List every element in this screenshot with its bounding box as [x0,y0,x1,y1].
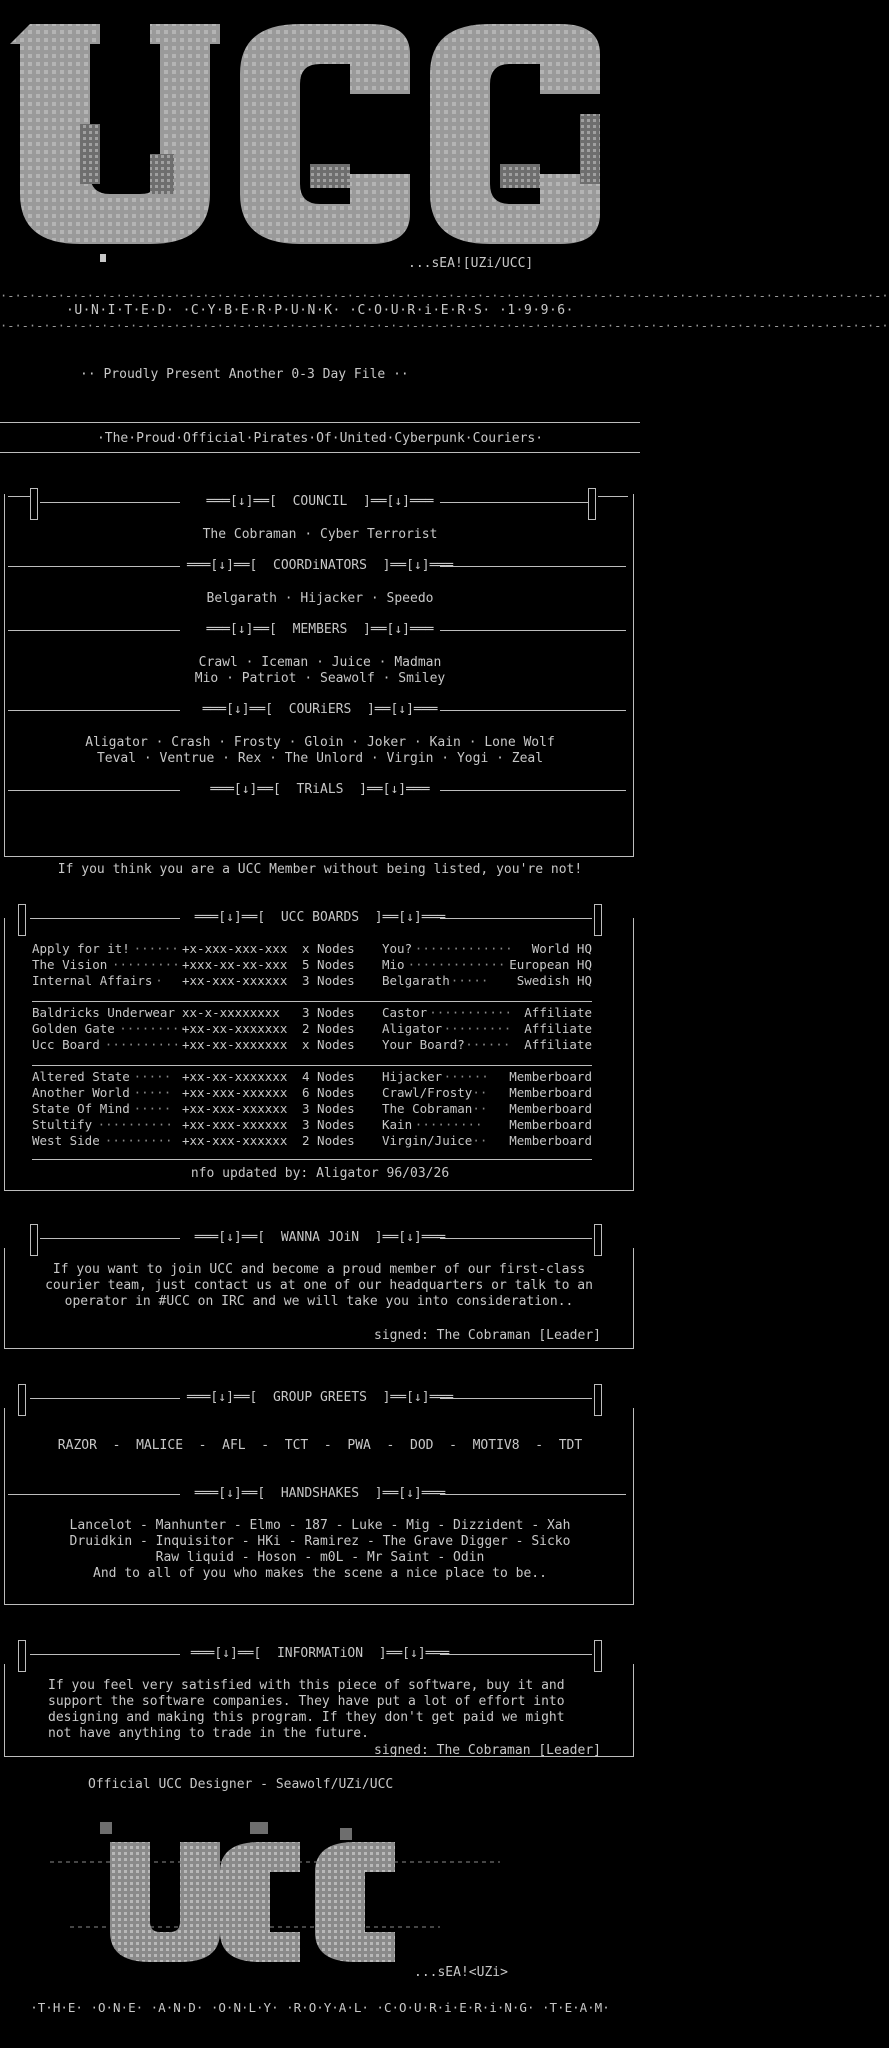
board-sysop: Mio [382,957,405,972]
board-nodes: 3 Nodes [302,1117,355,1132]
board-nodes: x Nodes [302,941,355,956]
board-phone: +x-xxx-xxx-xxx [182,941,288,956]
board-sysop: The Cobraman [382,1101,473,1116]
dotted-rule: ·-·-·-·-·-·-·-·-·-·-·-·-·-·-·-·-·-·-·-·-·-·-·-·-·-·-·-·-·-·-·-·-·-·-·-·-·-·-·-·-·-·-·-·-·-·-·-·-·-·-·-·-·-·-·-·-·-·-·-·-·-· [0,289,889,303]
board-fill: ····· [133,1069,172,1084]
trials-header: ═══[↓]══[ TRiALS ]══[↓]═══ [0,782,640,798]
board-type: European HQ [509,957,592,972]
board-sysop: Aligator [382,1021,443,1036]
board-phone: xx-x-xxxxxxxx [182,1005,280,1020]
board-fill: ········· [104,1133,173,1148]
board-nodes: 5 Nodes [302,957,355,972]
handshakes-3: Raw liquid - Hoson - m0L - Mr Saint - Odin [155,1550,485,1565]
greets-header: ═══[↓]══[ GROUP GREETS ]══[↓]═══ [0,1390,640,1406]
board-separator [32,1159,592,1160]
designer-credit: Official UCC Designer - Seawolf/UZi/UCC [88,1777,394,1792]
board-sysop: Crawl/Frosty [382,1085,473,1100]
handshakes-1: Lancelot - Manhunter - Elmo - 187 - Luke - Mig - Dizzident - Xah [69,1518,571,1533]
board-name: Golden Gate [32,1021,115,1036]
present-line: ·· Proudly Present Another 0-3 Day File ·· [80,367,409,382]
rule-line [0,422,640,423]
group-banner: ·U·N·I·T·E·D· ·C·Y·B·E·R·P·U·N·K· ·C·O·U·R·i·E·R·S· ·1·9·9·6· [66,303,574,318]
board-phone: +xx-xx-xxxxxxx [182,1021,288,1036]
board-separator [32,1065,592,1066]
join-signature: signed: The Cobraman [Leader] [374,1328,601,1343]
board-name: Stultify [32,1117,93,1132]
council-names: The Cobraman · Cyber Terrorist [202,527,438,542]
board-sysop: Belgarath [382,973,450,988]
board-fill: ······ [133,941,179,956]
board-fill: ········· [112,957,180,972]
dotted-rule: ·-·-·-·-·-·-·-·-·-·-·-·-·-·-·-·-·-·-·-·-·-·-·-·-·-·-·-·-·-·-·-·-·-·-·-·-·-·-·-·-·-·-·-·-·-·-·-·-·-·-·-·-·-·-·-·-·-·-·-·-·-· [0,319,889,333]
council-header: ═══[↓]══[ COUNCIL ]══[↓]═══ [0,494,640,510]
board-dots: ············· [407,957,506,972]
coordinator-names: Belgarath · Hijacker · Speedo [206,591,434,606]
ucc-logo-art [20,14,620,264]
pirates-line: ·The·Proud·Official·Pirates·Of·United·Cyberpunk·Couriers· [96,431,544,446]
logo-credit: ...sEA![UZi/UCC] [408,256,534,271]
board-dots: ········· [443,1021,512,1036]
board-type: Memberboard [509,1101,592,1116]
ucc-logo-small-art [40,1822,540,1972]
members-header: ═══[↓]══[ MEMBERS ]══[↓]═══ [0,622,640,638]
board-fill: ·········· [97,1117,173,1132]
rule-line [0,452,640,453]
board-fill: ····· [133,1085,172,1100]
board-nodes: 4 Nodes [302,1069,355,1084]
board-phone: +xxx-xx-xx-xxx [182,957,288,972]
handshakes-2: Druidkin - Inquisitor - HKi - Ramirez - The Grave Digger - Sicko [69,1534,571,1549]
info-header: ═══[↓]══[ INFORMATiON ]══[↓]═══ [0,1646,640,1662]
board-type: World HQ [531,941,592,956]
board-dots: ············· [414,941,513,956]
boards-header: ═══[↓]══[ UCC BOARDS ]══[↓]═══ [0,910,640,926]
board-dots: ······ [443,1069,489,1084]
board-fill: ········· [119,1021,187,1036]
board-type: Memberboard [509,1133,592,1148]
board-name: Altered State [32,1069,130,1084]
board-dots: ··········· [429,1005,512,1020]
board-name: Another World [32,1085,130,1100]
board-nodes: 3 Nodes [302,973,355,988]
board-phone: +xx-xxx-xxxxxx [182,1133,288,1148]
board-phone: +xx-xxx-xxxxxx [182,973,288,988]
couriers-header: ═══[↓]══[ COURiERS ]══[↓]═══ [0,702,640,718]
board-name: Ucc Board [32,1037,100,1052]
board-type: Swedish HQ [516,973,592,988]
board-nodes: 3 Nodes [302,1005,355,1020]
board-type: Affiliate [524,1037,592,1052]
ucc-logo-top [20,14,620,264]
board-fill: ····· [133,1101,172,1116]
board-dots: ·· [472,1085,488,1100]
member-names-2: Mio · Patriot · Seawolf · Smiley [194,671,446,686]
board-sysop: Virgin/Juice [382,1133,473,1148]
board-dots: ·· [472,1101,488,1116]
member-names-1: Crawl · Iceman · Juice · Madman [198,655,442,670]
board-name: The Vision [32,957,108,972]
board-nodes: 2 Nodes [302,1133,355,1148]
board-nodes: x Nodes [302,1037,355,1052]
member-notice: If you think you are a UCC Member without being listed, you're not! [57,862,583,877]
handshakes-header: ═══[↓]══[ HANDSHAKES ]══[↓]═══ [0,1486,640,1502]
group-greets: RAZOR - MALICE - AFL - TCT - PWA - DOD - MOTIV8 - TDT [57,1438,583,1453]
board-name: West Side [32,1133,100,1148]
info-text: If you feel very satisfied with this piece of software, buy it and support the software companies. They have put a lot of effort into designing and making this program. If they don't get paid we might not have anything to trade in the future. [48,1678,565,1741]
courier-names-2: Teval · Ventrue · Rex · The Unlord · Virgin · Yogi · Zeal [96,751,544,766]
board-type: Memberboard [509,1117,592,1132]
board-sysop: Kain [382,1117,413,1132]
board-sysop: Hijacker [382,1069,443,1084]
board-dots: ·· [472,1133,488,1148]
board-dots: ········· [414,1117,483,1132]
board-phone: +xx-xxx-xxxxxx [182,1101,288,1116]
board-sysop: You? [382,941,413,956]
board-name: Apply for it! [32,941,130,956]
handshakes-4: And to all of you who makes the scene a nice place to be.. [93,1566,547,1581]
board-name: State Of Mind [32,1101,130,1116]
board-type: Affiliate [524,1021,592,1036]
board-nodes: 3 Nodes [302,1101,355,1116]
board-type: Memberboard [509,1085,592,1100]
board-phone: +xx-xx-xxxxxxx [182,1069,288,1084]
board-sysop: Your Board? [382,1037,465,1052]
board-dots: ····· [450,973,489,988]
board-fill: ·········· [104,1037,181,1052]
board-fill: · [155,973,163,988]
board-phone: +xx-xx-xxxxxxx [182,1037,288,1052]
courier-names-1: Aligator · Crash · Frosty · Gloin · Joker · Kain · Lone Wolf [85,735,555,750]
coordinators-header: ═══[↓]══[ COORDiNATORS ]══[↓]═══ [0,558,640,574]
board-nodes: 2 Nodes [302,1021,355,1036]
ucc-logo-bottom [40,1822,540,1972]
board-nodes: 6 Nodes [302,1085,355,1100]
board-name: Internal Affairs [32,973,153,988]
board-type: Affiliate [524,1005,592,1020]
nfo-updated: nfo updated by: Aligator 96/03/26 [190,1166,450,1181]
board-phone: +xx-xxx-xxxxxx [182,1085,288,1100]
join-header: ═══[↓]══[ WANNA JOiN ]══[↓]═══ [0,1230,640,1246]
board-name: Baldricks Underwear [32,1005,175,1020]
footer-banner: ·T·H·E· ·O·N·E· ·A·N·D· ·O·N·L·Y· ·R·O·Y·A·L· ·C·O·U·R·i·E·R·i·N·G· ·T·E·A·M· [30,2000,610,2015]
board-phone: +xx-xxx-xxxxxx [182,1117,288,1132]
board-sysop: Castor [382,1005,428,1020]
info-signature: signed: The Cobraman [Leader] [374,1743,601,1758]
board-separator [32,1001,592,1002]
join-text: If you want to join UCC and become a proud member of our first-class courier team, just contact us at one of our headquarters or talk to an operator in #UCC on IRC and we will take you into consideration.. [45,1262,593,1309]
board-type: Memberboard [509,1069,592,1084]
board-dots: ······ [465,1037,511,1052]
logo-credit-bottom: ...sEA!<UZi> [414,1965,508,1980]
